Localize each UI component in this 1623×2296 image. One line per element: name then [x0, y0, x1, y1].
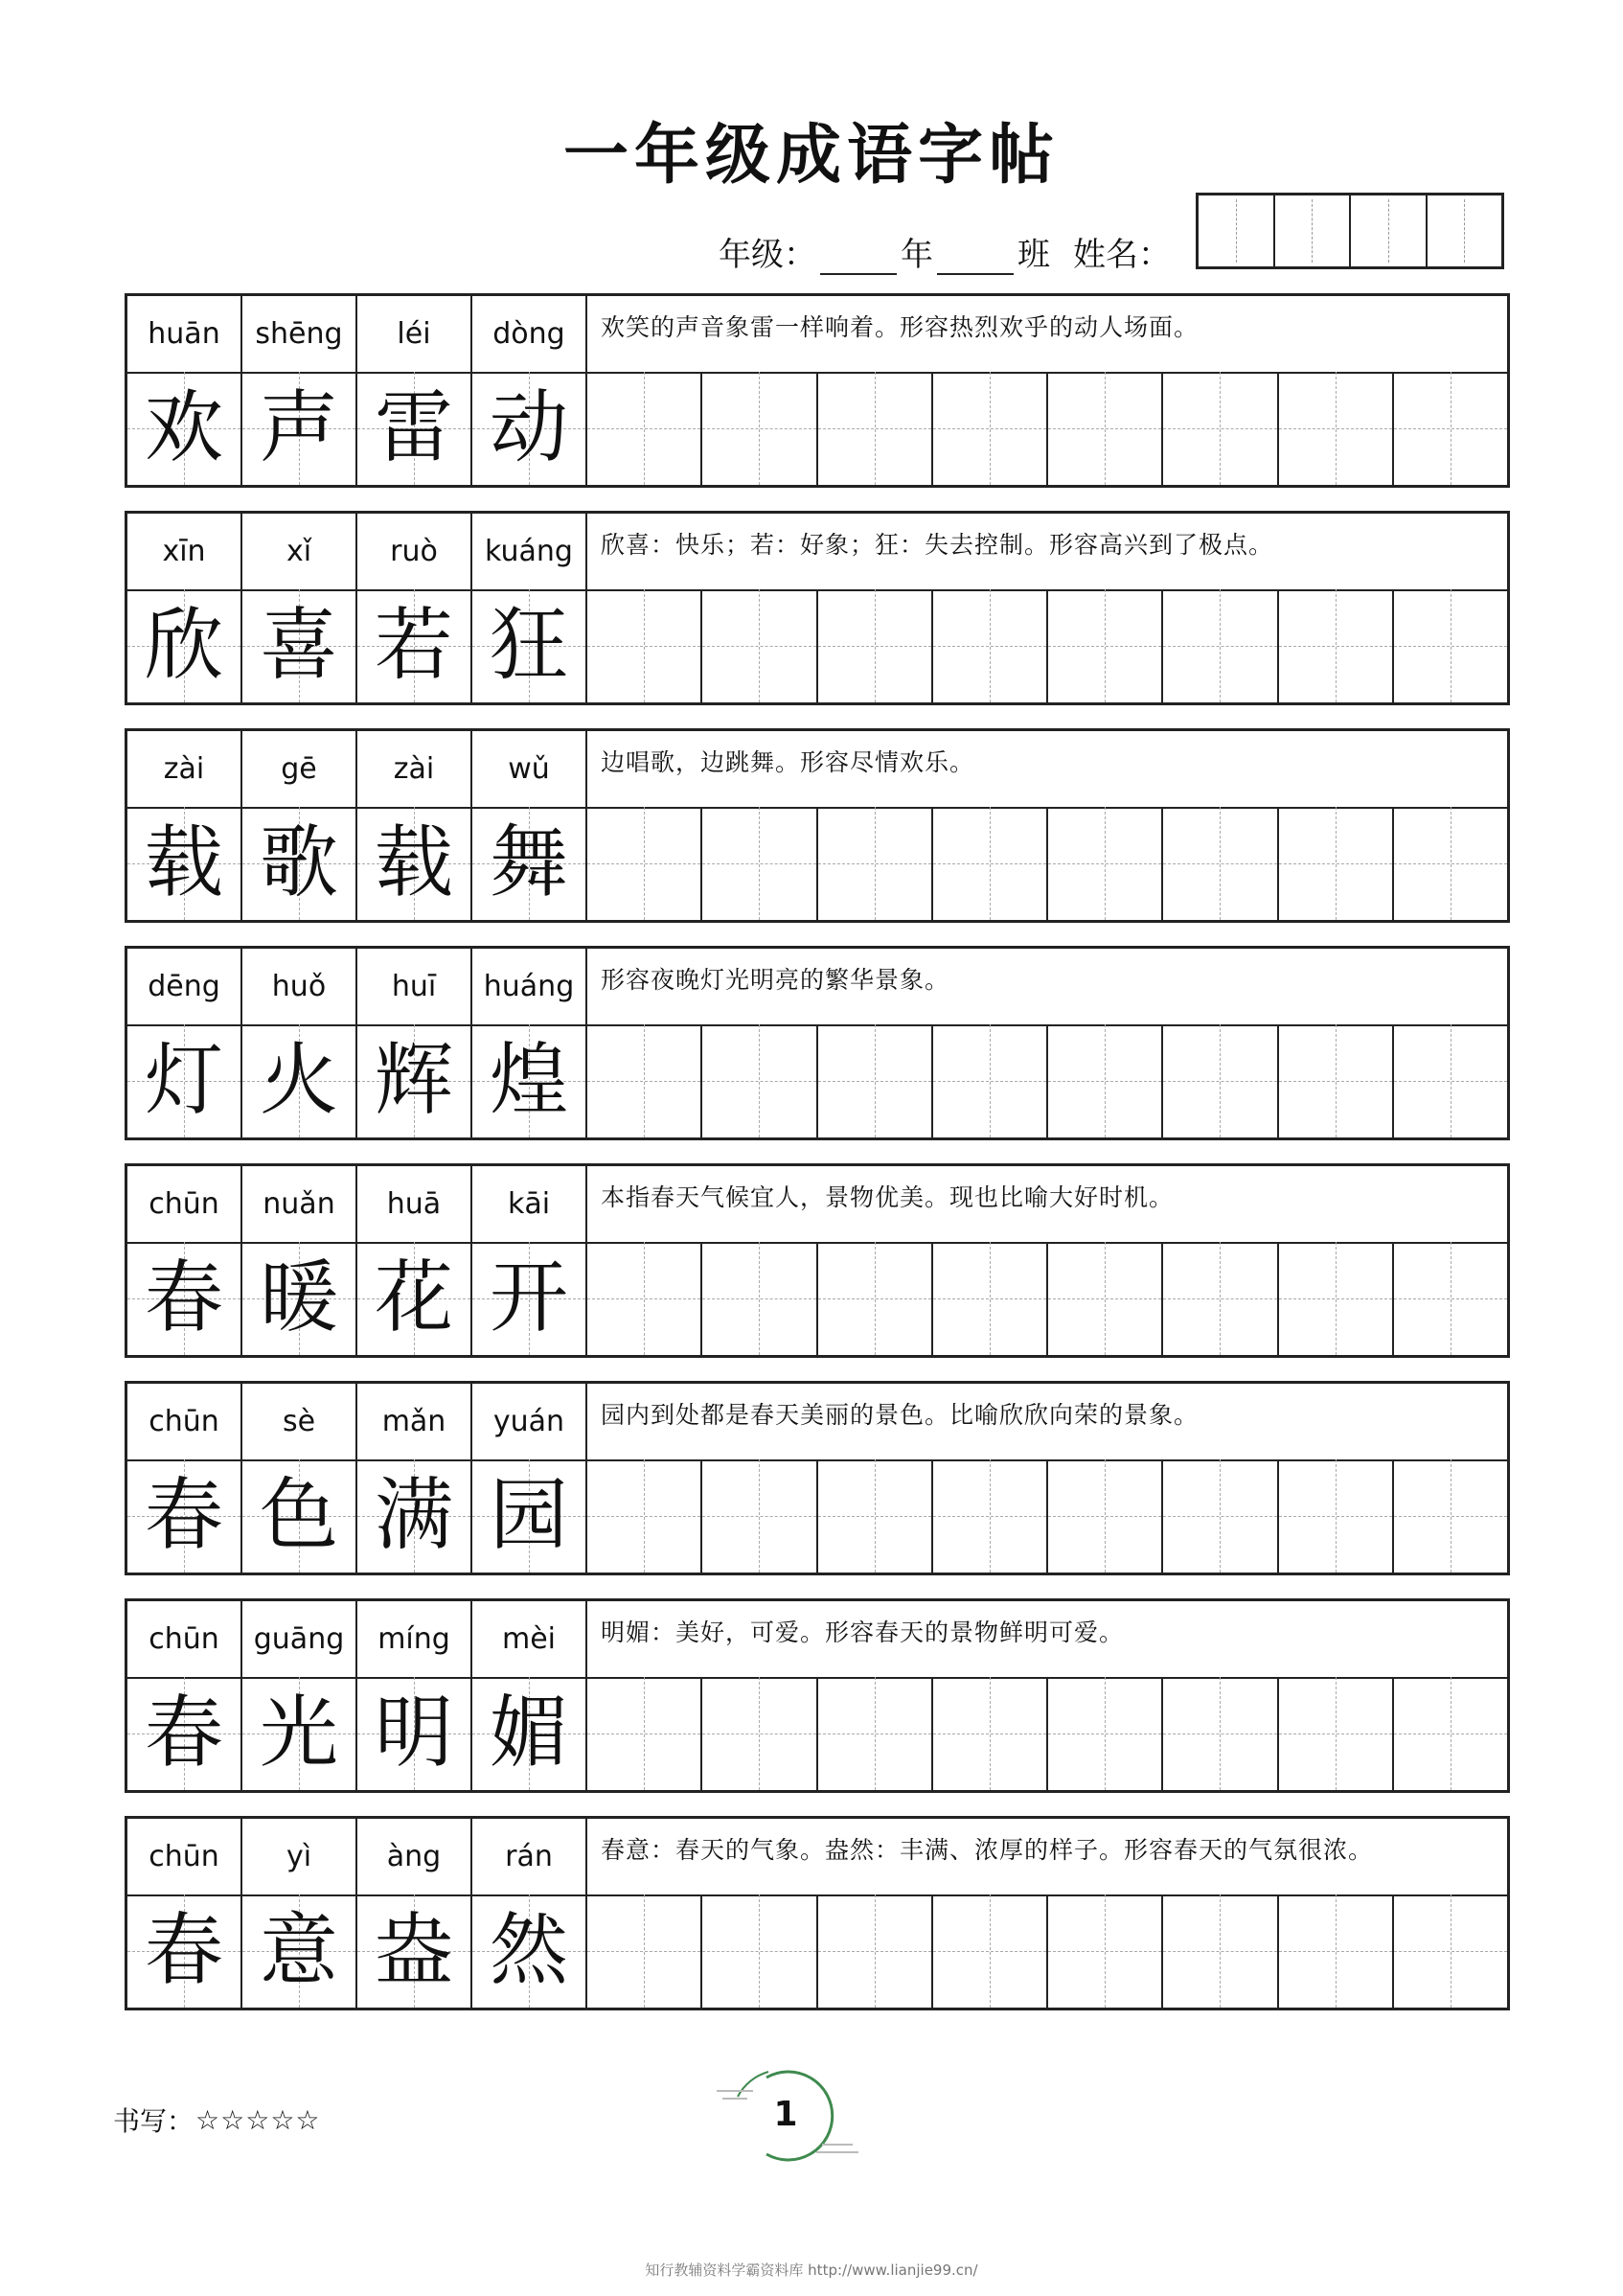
- practice-cell[interactable]: [1048, 1894, 1163, 2008]
- name-box-cell[interactable]: [1351, 195, 1428, 266]
- model-character: 欢: [144, 382, 223, 473]
- model-character: 暖: [259, 1252, 338, 1343]
- model-character: 媚: [489, 1688, 568, 1779]
- pinyin-cell: míng: [357, 1601, 472, 1677]
- practice-cell[interactable]: [1279, 589, 1394, 702]
- pinyin-cell: chūn: [127, 1166, 242, 1242]
- pinyin-cell: huáng: [472, 949, 587, 1024]
- model-character-cell: [127, 589, 242, 702]
- page-number-badge: [709, 2058, 862, 2173]
- idiom-block: [125, 728, 1510, 923]
- model-character-cell: [357, 1242, 472, 1355]
- model-character-cell: [127, 1894, 242, 2008]
- model-character-cell: [472, 1024, 587, 1137]
- model-character: 若: [374, 600, 453, 691]
- practice-grid: [587, 1677, 1507, 1790]
- practice-cell[interactable]: [702, 1677, 817, 1790]
- practice-grid: [587, 589, 1507, 702]
- pinyin-row: [127, 1384, 1507, 1461]
- practice-cell[interactable]: [818, 807, 933, 920]
- pinyin-row: [127, 731, 1507, 809]
- idiom-meaning: 欣喜：快乐；若：好象；狂：失去控制。形容高兴到了极点。: [601, 531, 1274, 559]
- model-character-cell: [127, 1242, 242, 1355]
- model-character: 欣: [144, 600, 223, 691]
- model-character: 花: [374, 1252, 453, 1343]
- character-row: [127, 1242, 1507, 1355]
- practice-cell[interactable]: [587, 1894, 702, 2008]
- idiom-block: [125, 1163, 1510, 1358]
- practice-cell[interactable]: [818, 589, 933, 702]
- model-character: 载: [374, 817, 453, 908]
- name-box-cell[interactable]: [1275, 195, 1352, 266]
- watermark: 知行教辅资料学霸资料库 http://www.lianjie99.cn/: [645, 2262, 978, 2279]
- pinyin-cell: huī: [357, 949, 472, 1024]
- model-character: 雷: [374, 382, 453, 473]
- practice-cell[interactable]: [1048, 1677, 1163, 1790]
- practice-cell[interactable]: [1163, 1242, 1278, 1355]
- practice-cell[interactable]: [818, 1242, 933, 1355]
- practice-cell[interactable]: [1394, 1242, 1507, 1355]
- idiom-meaning: 边唱歌，边跳舞。形容尽情欢乐。: [601, 748, 975, 776]
- practice-cell[interactable]: [1394, 589, 1507, 702]
- character-row: [127, 807, 1507, 920]
- name-box-cell[interactable]: [1428, 195, 1502, 266]
- model-character-cell: [472, 807, 587, 920]
- idiom-meaning: 本指春天气候宜人，景物优美。现也比喻大好时机。: [601, 1183, 1175, 1211]
- model-character-cell: [242, 1677, 357, 1790]
- practice-cell[interactable]: [818, 1894, 933, 2008]
- model-character-cell: [357, 1459, 472, 1573]
- pinyin-cell: shēng: [242, 296, 357, 372]
- character-row: [127, 1677, 1507, 1790]
- pinyin-cell: huān: [127, 296, 242, 372]
- model-character: 然: [489, 1905, 568, 1996]
- character-row: [127, 372, 1507, 485]
- idiom-block: [125, 946, 1510, 1140]
- practice-cell[interactable]: [1279, 1677, 1394, 1790]
- pinyin-cell: kāi: [472, 1166, 587, 1242]
- practice-cell[interactable]: [933, 1459, 1048, 1573]
- model-character-cell: [242, 589, 357, 702]
- idiom-meaning: 园内到处都是春天美丽的景色。比喻欣欣向荣的景象。: [601, 1401, 1200, 1429]
- name-label: 姓名：: [1073, 236, 1171, 274]
- page-number: 1: [773, 2095, 798, 2134]
- model-character: 舞: [489, 817, 568, 908]
- practice-cell[interactable]: [933, 1242, 1048, 1355]
- model-character: 春: [144, 1688, 223, 1779]
- practice-cell[interactable]: [818, 1677, 933, 1790]
- model-character: 色: [259, 1470, 338, 1561]
- model-character-cell: [127, 372, 242, 485]
- idiom-meaning: 春意：春天的气象。盎然：丰满、浓厚的样子。形容春天的气氛很浓。: [601, 1836, 1374, 1864]
- practice-cell[interactable]: [933, 1677, 1048, 1790]
- model-character-cell: [472, 1459, 587, 1573]
- model-character-cell: [242, 1242, 357, 1355]
- model-character: 园: [489, 1470, 568, 1561]
- pinyin-cell: wǔ: [472, 731, 587, 807]
- pinyin-cell: yuán: [472, 1384, 587, 1459]
- practice-cell[interactable]: [933, 589, 1048, 702]
- name-boxes[interactable]: [1196, 193, 1504, 269]
- pinyin-cell: sè: [242, 1384, 357, 1459]
- model-character: 载: [144, 817, 223, 908]
- model-character-cell: [127, 1459, 242, 1573]
- model-character: 春: [144, 1252, 223, 1343]
- pinyin-cell: chūn: [127, 1384, 242, 1459]
- pinyin-cell: xǐ: [242, 514, 357, 589]
- model-character: 辉: [374, 1035, 453, 1126]
- pinyin-cell: ruò: [357, 514, 472, 589]
- practice-cell[interactable]: [1279, 372, 1394, 485]
- model-character-cell: [242, 372, 357, 485]
- practice-cell[interactable]: [818, 1024, 933, 1137]
- practice-cell[interactable]: [1394, 1894, 1507, 2008]
- pinyin-cell: dòng: [472, 296, 587, 372]
- model-character-cell: [357, 807, 472, 920]
- model-character: 声: [259, 382, 338, 473]
- practice-cell[interactable]: [1163, 1459, 1278, 1573]
- pinyin-cell: zài: [357, 731, 472, 807]
- practice-cell[interactable]: [587, 1677, 702, 1790]
- practice-cell[interactable]: [1048, 589, 1163, 702]
- model-character-cell: [472, 1242, 587, 1355]
- model-character-cell: [242, 807, 357, 920]
- practice-cell[interactable]: [933, 807, 1048, 920]
- pinyin-row: [127, 1166, 1507, 1244]
- practice-cell[interactable]: [1048, 1242, 1163, 1355]
- model-character: 火: [259, 1035, 338, 1126]
- practice-cell[interactable]: [587, 1024, 702, 1137]
- model-character-cell: [472, 1894, 587, 2008]
- model-character-cell: [127, 1677, 242, 1790]
- idiom-block: [125, 1598, 1510, 1793]
- practice-cell[interactable]: [1048, 1459, 1163, 1573]
- pinyin-row: [127, 1601, 1507, 1679]
- pinyin-cell: nuǎn: [242, 1166, 357, 1242]
- practice-grid: [587, 1894, 1507, 2008]
- practice-grid: [587, 1024, 1507, 1137]
- model-character-cell: [242, 1894, 357, 2008]
- practice-cell[interactable]: [1163, 1894, 1278, 2008]
- idiom-block: [125, 1816, 1510, 2010]
- pinyin-cell: chūn: [127, 1601, 242, 1677]
- idiom-block: [125, 1381, 1510, 1575]
- practice-cell[interactable]: [587, 1459, 702, 1573]
- practice-cell[interactable]: [1048, 1024, 1163, 1137]
- practice-grid: [587, 372, 1507, 485]
- practice-cell[interactable]: [1048, 372, 1163, 485]
- pinyin-cell: guāng: [242, 1601, 357, 1677]
- idiom-meaning: 明媚：美好，可爱。形容春天的景物鲜明可爱。: [601, 1619, 1125, 1646]
- name-box-cell[interactable]: [1199, 195, 1275, 266]
- practice-cell[interactable]: [1279, 807, 1394, 920]
- pinyin-cell: xīn: [127, 514, 242, 589]
- model-character: 歌: [259, 817, 338, 908]
- practice-cell[interactable]: [1279, 1242, 1394, 1355]
- idiom-block: [125, 511, 1510, 705]
- practice-cell[interactable]: [1163, 807, 1278, 920]
- practice-cell[interactable]: [1279, 1459, 1394, 1573]
- idiom-block: [125, 293, 1510, 488]
- grade-year-blank[interactable]: [820, 244, 897, 275]
- practice-cell[interactable]: [587, 807, 702, 920]
- model-character-cell: [472, 372, 587, 485]
- practice-grid: [587, 1459, 1507, 1573]
- practice-cell[interactable]: [1394, 372, 1507, 485]
- model-character: 满: [374, 1470, 453, 1561]
- model-character: 光: [259, 1688, 338, 1779]
- practice-cell[interactable]: [1163, 589, 1278, 702]
- idiom-meaning: 形容夜晚灯光明亮的繁华景象。: [601, 966, 950, 994]
- pinyin-row: [127, 1819, 1507, 1896]
- model-character: 明: [374, 1688, 453, 1779]
- model-character-cell: [357, 1677, 472, 1790]
- practice-grid: [587, 1242, 1507, 1355]
- practice-cell[interactable]: [1394, 1459, 1507, 1573]
- practice-cell[interactable]: [702, 589, 817, 702]
- practice-cell[interactable]: [1163, 1024, 1278, 1137]
- practice-cell[interactable]: [1279, 1024, 1394, 1137]
- character-row: [127, 1459, 1507, 1573]
- grade-label: 年级：: [719, 236, 816, 274]
- pinyin-cell: dēng: [127, 949, 242, 1024]
- pinyin-cell: zài: [127, 731, 242, 807]
- model-character: 春: [144, 1905, 223, 1996]
- pinyin-cell: mèi: [472, 1601, 587, 1677]
- practice-cell[interactable]: [1394, 1677, 1507, 1790]
- model-character: 狂: [489, 600, 568, 691]
- student-info-line: [719, 228, 1171, 275]
- pinyin-cell: rán: [472, 1819, 587, 1894]
- page-title: 一年级成语字帖: [562, 117, 1060, 194]
- pinyin-row: [127, 949, 1507, 1026]
- pinyin-cell: gē: [242, 731, 357, 807]
- model-character-cell: [242, 1024, 357, 1137]
- rating-stars[interactable]: ☆☆☆☆☆: [195, 2103, 321, 2136]
- model-character-cell: [472, 589, 587, 702]
- model-character: 开: [489, 1252, 568, 1343]
- model-character: 灯: [144, 1035, 223, 1126]
- pinyin-cell: chūn: [127, 1819, 242, 1894]
- model-character-cell: [127, 807, 242, 920]
- model-character: 动: [489, 382, 568, 473]
- model-character-cell: [357, 589, 472, 702]
- model-character-cell: [357, 372, 472, 485]
- pinyin-row: [127, 514, 1507, 591]
- practice-cell[interactable]: [702, 1242, 817, 1355]
- practice-cell[interactable]: [818, 372, 933, 485]
- rating-label: 书写：: [113, 2105, 194, 2137]
- practice-cell[interactable]: [702, 372, 817, 485]
- character-row: [127, 589, 1507, 702]
- practice-cell[interactable]: [587, 1242, 702, 1355]
- practice-cell[interactable]: [587, 372, 702, 485]
- model-character-cell: [242, 1459, 357, 1573]
- practice-cell[interactable]: [702, 1024, 817, 1137]
- year-suffix: 年: [901, 236, 933, 274]
- pinyin-cell: huǒ: [242, 949, 357, 1024]
- pinyin-row: [127, 296, 1507, 374]
- pinyin-cell: mǎn: [357, 1384, 472, 1459]
- model-character: 盎: [374, 1905, 453, 1996]
- practice-cell[interactable]: [1163, 1677, 1278, 1790]
- pinyin-cell: àng: [357, 1819, 472, 1894]
- practice-cell[interactable]: [1048, 807, 1163, 920]
- idiom-meaning: 欢笑的声音象雷一样响着。形容热烈欢乎的动人场面。: [601, 313, 1200, 341]
- practice-cell[interactable]: [1279, 1894, 1394, 2008]
- practice-cell[interactable]: [933, 1894, 1048, 2008]
- model-character: 春: [144, 1470, 223, 1561]
- practice-cell[interactable]: [818, 1459, 933, 1573]
- class-blank[interactable]: [937, 244, 1014, 275]
- practice-cell[interactable]: [587, 589, 702, 702]
- model-character: 意: [259, 1905, 338, 1996]
- practice-cell[interactable]: [1394, 1024, 1507, 1137]
- pinyin-cell: léi: [357, 296, 472, 372]
- practice-cell[interactable]: [1163, 372, 1278, 485]
- practice-cell[interactable]: [702, 807, 817, 920]
- character-row: [127, 1024, 1507, 1137]
- model-character: 喜: [259, 600, 338, 691]
- practice-cell[interactable]: [933, 1024, 1048, 1137]
- writing-rating: [113, 2101, 321, 2139]
- model-character-cell: [357, 1024, 472, 1137]
- practice-grid: [587, 807, 1507, 920]
- practice-cell[interactable]: [933, 372, 1048, 485]
- model-character-cell: [357, 1894, 472, 2008]
- practice-cell[interactable]: [702, 1894, 817, 2008]
- pinyin-cell: yì: [242, 1819, 357, 1894]
- model-character-cell: [127, 1024, 242, 1137]
- pinyin-cell: huā: [357, 1166, 472, 1242]
- character-row: [127, 1894, 1507, 2008]
- model-character: 煌: [489, 1035, 568, 1126]
- pinyin-cell: kuáng: [472, 514, 587, 589]
- model-character-cell: [472, 1677, 587, 1790]
- practice-cell[interactable]: [1394, 807, 1507, 920]
- class-suffix: 班: [1017, 236, 1050, 274]
- practice-cell[interactable]: [702, 1459, 817, 1573]
